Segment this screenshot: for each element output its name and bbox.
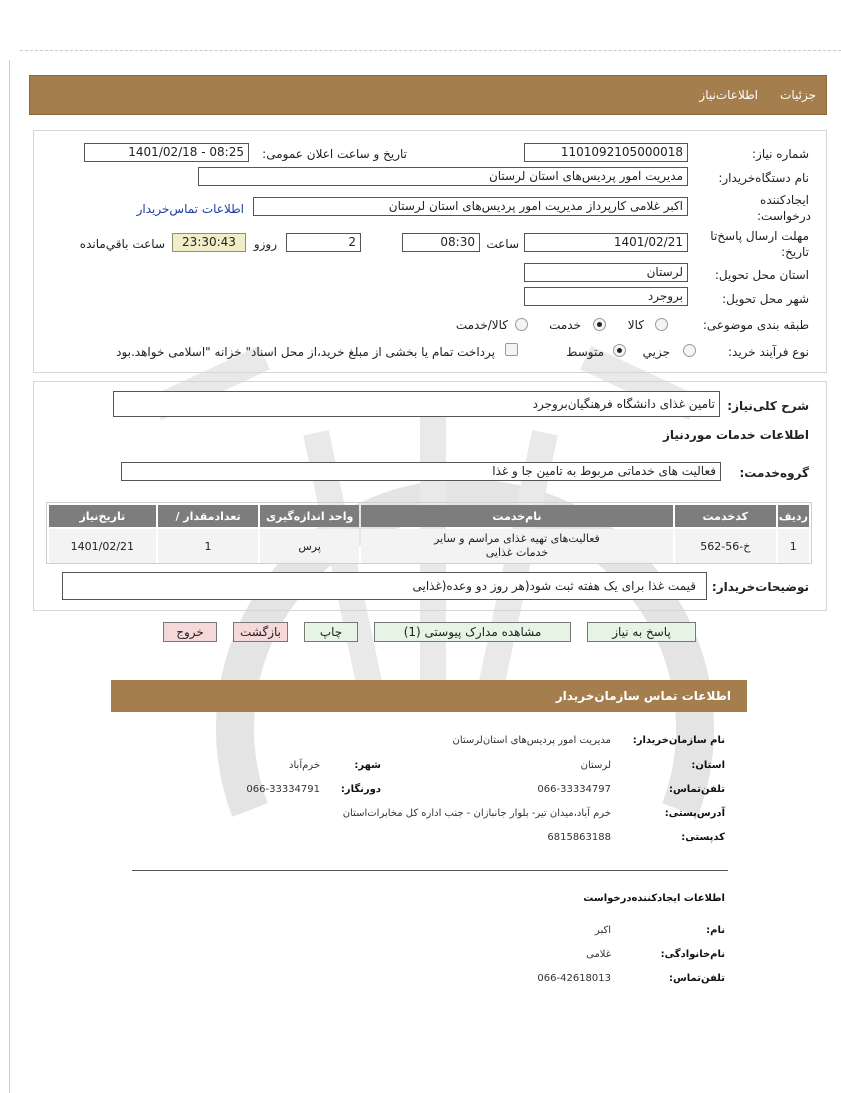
tab-details[interactable]: جزئیات: [780, 88, 816, 102]
contact-bar-title: اطلاعات تماس سازمان‌خریدار: [555, 689, 731, 703]
contact-fax: 066-33334791: [246, 784, 320, 795]
radio-service-label: خدمت: [549, 318, 581, 332]
contact-postal: 6815863188: [547, 832, 611, 843]
print-button[interactable]: چاپ: [304, 622, 358, 642]
group-field[interactable]: فعالیت های خدماتی مربوط به تامین جا و غذا: [121, 462, 721, 481]
announce-label: تاریخ و ساعت اعلان عمومی:: [262, 147, 407, 161]
th-unit: واحد اندازه‌گیری: [260, 505, 359, 527]
summary-label: شرح کلی‌نیاز:: [727, 399, 809, 413]
contact-province-label: استان:: [691, 760, 725, 771]
creator-label-2: درخواست:: [757, 209, 811, 223]
deadline-label-2: تاریخ:: [781, 245, 809, 259]
contact-phone: 066-33334797: [537, 784, 611, 795]
deadline-time-label: ساعت: [486, 237, 519, 251]
treasury-note: پرداخت تمام یا بخشی از مبلغ خرید،از محل اسناد" خزانه "اسلامی خواهد.بود: [116, 345, 495, 359]
creator-family: غلامی: [586, 949, 611, 960]
th-need-date: تاریخ‌نیاز: [49, 505, 156, 527]
contact-divider: [132, 870, 728, 871]
cell-service-code: خ-56-562: [675, 529, 776, 563]
process-label: نوع فرآیند خرید:: [728, 345, 809, 359]
radio-goods-service-label: کالا/خدمت: [455, 318, 508, 332]
contact-city-label: شهر:: [354, 760, 381, 771]
contact-phone-label: تلفن‌تماس:: [668, 784, 725, 795]
cell-quantity: 1: [158, 529, 259, 563]
group-label: گروه‌خدمت:: [739, 466, 809, 480]
radio-service[interactable]: [593, 318, 606, 331]
services-heading: اطلاعات خدمات موردنیاز: [662, 428, 809, 442]
tab-need-info[interactable]: اطلاعات‌نیاز: [699, 88, 758, 102]
contact-address: خرم آباد،میدان تیر- بلوار جانبازان - جنب اداره کل مخابرات‌استان: [342, 808, 611, 819]
contact-city: خرم‌آباد: [289, 760, 320, 771]
services-table-frame: [46, 502, 812, 564]
buyer-org-field[interactable]: مدیریت امور پردیس‌های استان لرستان: [198, 167, 688, 186]
creator-family-label: نام‌خانوادگی:: [660, 949, 725, 960]
creator-heading: اطلاعات ایجادکننده‌درخواست: [583, 893, 725, 904]
top-divider: [20, 50, 841, 51]
buyer-notes-label: توضیحات‌خریدار:: [711, 580, 809, 594]
creator-label-1: ایجادکننده: [760, 193, 809, 207]
header-bar: [29, 75, 827, 115]
summary-field[interactable]: تامین غذای دانشگاه فرهنگیان‌بروجرد: [113, 391, 720, 417]
cell-unit: پرس: [260, 529, 359, 563]
radio-medium[interactable]: [613, 344, 626, 357]
back-button[interactable]: بازگشت: [233, 622, 288, 642]
creator-field[interactable]: اکبر غلامی کارپرداز مدیریت امور پردیس‌های استان لرستان: [253, 197, 688, 216]
province-label: استان محل تحویل:: [714, 268, 809, 282]
city-field[interactable]: بروجرد: [524, 287, 688, 306]
radio-minor[interactable]: [683, 344, 696, 357]
treasury-checkbox[interactable]: [505, 343, 518, 356]
days-label: روزو: [253, 237, 277, 251]
remaining-timer: 23:30:43: [172, 233, 246, 252]
announce-field[interactable]: 1401/02/18 - 08:25: [84, 143, 249, 162]
creator-name-label: نام:: [706, 925, 725, 936]
category-label: طبقه بندی موضوعی:: [702, 318, 809, 332]
contact-postal-label: کدپستی:: [681, 832, 725, 843]
remaining-label: ساعت باقي‌مانده: [79, 237, 165, 251]
th-row-number: ردیف: [778, 505, 809, 527]
buyer-contact-link[interactable]: اطلاعات تماس‌خریدار: [136, 202, 244, 216]
radio-goods[interactable]: [655, 318, 668, 331]
radio-goods-label: کالا: [627, 318, 644, 332]
reply-button[interactable]: پاسخ به نیاز: [587, 622, 696, 642]
cell-need-date: 1401/02/21: [49, 529, 156, 563]
table-row: [49, 529, 809, 563]
buyer-org-label: نام دستگاه‌خریدار:: [718, 171, 809, 185]
contact-info-bar: [111, 680, 747, 712]
deadline-label-1: مهلت ارسال پاسخ‌تا: [710, 229, 809, 243]
need-number-label: شماره نیاز:: [752, 147, 809, 161]
exit-button[interactable]: خروج: [163, 622, 217, 642]
buyer-notes-field[interactable]: قیمت غذا برای یک هفته ثبت شود(هر روز دو وعده(غذایی: [62, 572, 707, 600]
contact-org-label: نام سازمان‌خریدار:: [632, 735, 725, 746]
radio-medium-label: متوسط: [566, 345, 604, 359]
attachments-button[interactable]: مشاهده مدارک پیوستی (1): [374, 622, 571, 642]
left-border: [9, 60, 10, 1093]
deadline-date-field[interactable]: 1401/02/21: [524, 233, 688, 252]
creator-name: اکبر: [594, 925, 611, 936]
radio-goods-service[interactable]: [515, 318, 528, 331]
creator-phone: 066-42618013: [537, 973, 611, 984]
cell-row-number: 1: [778, 529, 809, 563]
need-number-field[interactable]: 1101092105000018: [524, 143, 688, 162]
th-service-code: کدخدمت: [675, 505, 776, 527]
province-field[interactable]: لرستان: [524, 263, 688, 282]
cell-service-name: فعالیت‌های تهیه غذای مراسم و سایر خدمات غذایی: [361, 529, 673, 563]
contact-fax-label: دورنگار:: [340, 784, 381, 795]
services-table: [47, 503, 811, 565]
th-service-name: نام‌خدمت: [361, 505, 673, 527]
city-label: شهر محل تحویل:: [722, 292, 809, 306]
days-field[interactable]: 2: [286, 233, 361, 252]
th-quantity: تعدادمقدار /: [158, 505, 259, 527]
creator-phone-label: تلفن‌تماس:: [668, 973, 725, 984]
contact-address-label: آدرس‌پستی:: [664, 808, 725, 819]
table-header-row: [49, 505, 809, 527]
contact-org: مدیریت امور پردیس‌های استان‌لرستان: [452, 735, 611, 746]
deadline-time-field[interactable]: 08:30: [402, 233, 480, 252]
contact-province: لرستان: [580, 760, 611, 771]
radio-minor-label: جزیي: [642, 345, 670, 359]
